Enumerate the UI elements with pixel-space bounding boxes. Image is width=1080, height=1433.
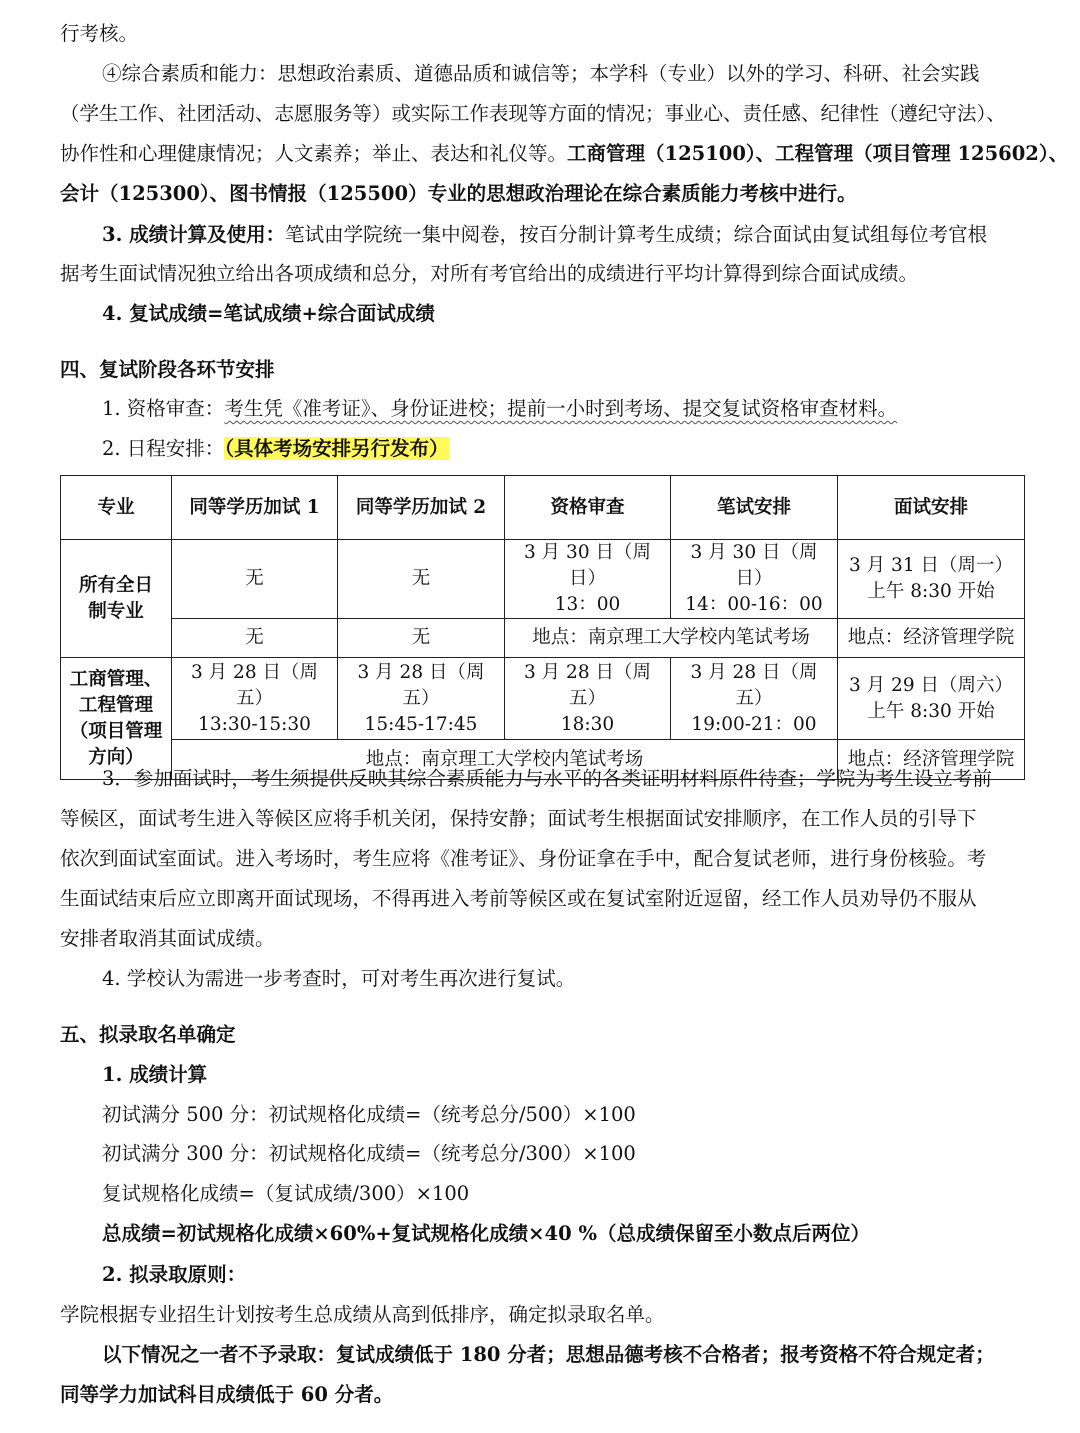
section-heading: 五、拟录取名单确定 (60, 1023, 236, 1046)
table-header: 专业 (61, 476, 172, 540)
table-header-row (61, 476, 1025, 540)
table-cell: 3 月 28 日（周五） 13:30-15:30 (172, 658, 338, 740)
bold-span: 3. 成绩计算及使用： (102, 223, 286, 246)
table-row (61, 540, 1025, 619)
table-cell: 地点：经济管理学院 (838, 740, 1025, 780)
text-line: 等候区，面试考生进入等候区应将手机关闭，保持安静；面试考生根据面试安排顺序，在工作人员的引导下 (60, 807, 977, 830)
table-header: 资格审查 (505, 476, 671, 540)
table-cell: 无 (172, 619, 338, 658)
text-span: 协作性和心理健康情况；人文素养；举止、表达和礼仪等。 (60, 142, 568, 165)
text-line: 同等学力加试科目成绩低于 60 分者。 (60, 1383, 394, 1406)
table-cell: 地点：南京理工大学校内笔试考场 (172, 740, 838, 780)
text-line: 学院根据专业招生计划按考生总成绩从高到低排序，确定拟录取名单。 (60, 1303, 665, 1326)
table-cell: 3 月 29 日（周六） 上午 8:30 开始 (838, 658, 1025, 740)
text-line: ④综合素质和能力：思想政治素质、道德品质和诚信等；本学科（专业）以外的学习、科研、社会实践 (102, 62, 980, 85)
text-line (102, 439, 449, 459)
text-span: 笔试由学院统一集中阅卷，按百分制计算考生成绩；综合面试由复试组每位考官根 (285, 223, 988, 246)
formula-line: 复试规格化成绩=（复试成绩/300）×100 (102, 1182, 470, 1205)
table-header: 面试安排 (838, 476, 1025, 540)
table-cell: 3 月 30 日（周日） 14：00-16：00 (671, 540, 838, 619)
text-span: 1. 资格审查： (102, 397, 225, 420)
table-cell: 无 (338, 619, 505, 658)
text-line: 4. 学校认为需进一步考查时，可对考生再次进行复试。 (102, 967, 576, 990)
cell-text: 工商管理、工程管理（项目管理方向） (69, 668, 163, 768)
cell-text: 所有全日制专业 (78, 574, 153, 622)
table-header: 同等学历加试 1 (172, 476, 338, 540)
text-line: 会计（125300）、图书情报（125500）专业的思想政治理论在综合素质能力考核中进行。 (60, 182, 857, 205)
text-line: 据考生面试情况独立给出各项成绩和总分，对所有考官给出的成绩进行平均计算得到综合面试成绩。 (60, 262, 919, 285)
table-cell: 3 月 28 日（周五） 19:00-21：00 (671, 658, 838, 740)
text-line: 安排者取消其面试成绩。 (60, 927, 275, 950)
table-cell: 无 (172, 540, 338, 619)
sub-heading: 2. 拟录取原则： (102, 1263, 247, 1286)
text-line: 行考核。 (60, 22, 139, 45)
table-row (61, 658, 1025, 740)
text-line: 生面试结束后应立即离开面试现场，不得再进入考前等候区或在复试室附近逗留，经工作人员劝导仍不服从 (60, 887, 977, 910)
text-line (102, 399, 897, 419)
formula-line: 总成绩=初试规格化成绩×60%+复试规格化成绩×40 %（总成绩保留至小数点后两位） (102, 1222, 870, 1245)
table-cell: 地点：经济管理学院 (838, 619, 1025, 658)
bold-span: 工商管理（125100）、工程管理（项目管理 125602）、 (567, 142, 1069, 165)
table-cell: 3 月 28 日（周五） 18:30 (505, 658, 671, 740)
table-cell: 3 月 28 日（周五） 15:45-17:45 (338, 658, 505, 740)
table-row (61, 619, 1025, 658)
table-cell: 无 (338, 540, 505, 619)
text-line: 依次到面试室面试。进入考场时，考生应将《准考证》、身份证拿在手中，配合复试老师，进行身份核验。考 (60, 847, 987, 870)
table-cell-major (61, 658, 172, 780)
table-cell-major (61, 540, 172, 658)
text-line: 以下情况之一者不予录取：复试成绩低于 180 分者；思想品德考核不合格者；报考资格不符合规定者； (102, 1343, 995, 1366)
formula-line: 初试满分 500 分：初试规格化成绩=（统考总分/500）×100 (102, 1103, 636, 1126)
text-line: （学生工作、社团活动、志愿服务等）或实际工作表现等方面的情况；事业心、责任感、纪律性（遵纪守法）、 (60, 102, 1006, 125)
text-line: 4. 复试成绩=笔试成绩+综合面试成绩 (102, 302, 435, 325)
table-cell: 地点：南京理工大学校内笔试考场 (505, 619, 838, 658)
formula-line: 初试满分 300 分：初试规格化成绩=（统考总分/300）×100 (102, 1142, 636, 1165)
table-cell: 3 月 30 日（周日） 13：00 (505, 540, 671, 619)
text-span: 2. 日程安排： (102, 437, 225, 460)
table-header: 同等学历加试 2 (338, 476, 505, 540)
text-line (60, 144, 1068, 164)
table-header: 笔试安排 (671, 476, 838, 540)
section-heading: 四、复试阶段各环节安排 (60, 358, 275, 381)
underlined-span: 考生凭《准考证》、身份证进校；提前一小时到考场、提交复试资格审查材料。 (224, 397, 898, 420)
text-line (102, 225, 987, 245)
table-cell: 3 月 31 日（周一） 上午 8:30 开始 (838, 540, 1025, 619)
sub-heading: 1. 成绩计算 (102, 1063, 208, 1086)
text-line: 3．参加面试时，考生须提供反映其综合素质能力与水平的各类证明材料原件待查；学院为考生设立考前 (102, 767, 992, 790)
highlighted-note: （具体考场安排另行发布） (224, 437, 449, 460)
schedule-table (60, 475, 1025, 780)
